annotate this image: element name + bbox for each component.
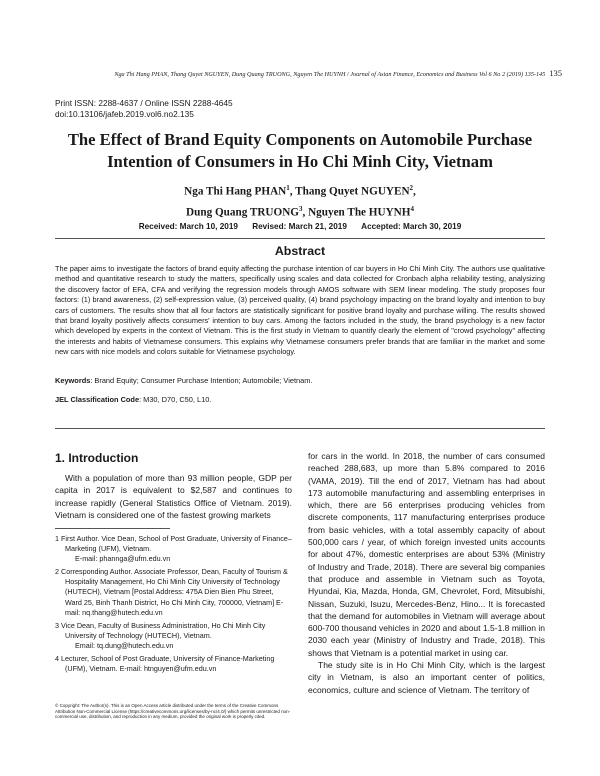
author-separator: ,	[289, 185, 296, 198]
intro-paragraph-right-2: The study site is in Ho Chi Minh City, which is the largest city in Vietnam, is also an important center of politics, economics, culture and science of Vietnam. The territory of	[308, 660, 545, 695]
author-separator: ,	[302, 206, 309, 219]
section-heading-introduction: 1. Introduction	[55, 451, 139, 465]
title-line-2: Intention of Consumers in Ho Chi Minh City, Vietnam	[107, 152, 493, 171]
author-name: Nga Thi Hang PHAN	[184, 185, 287, 198]
footnote-text: Lecturer, School of Post Graduate, University of Finance-Marketing (UFM), Vietnam. E-mail: htnguyen@ufm.edu.vn	[61, 654, 275, 674]
copyright-notice: © Copyright: The Author(s). This is an Open Access article distributed under the terms of the Creative Commons Attribution Non-Commercial License (https://creativecommons.org/licenses/by-nc/4.0/) which permits unrestricted non-commercial use, distribution, and reproduction in any medium, provided the original work is properly cited.	[55, 703, 291, 720]
author-affiliation-mark: 3	[299, 204, 303, 213]
author-name: Dung Quang TRUONG	[186, 206, 299, 219]
footnote-4	[55, 654, 292, 674]
author-name: Nguyen The HUYNH	[308, 206, 411, 219]
footnote-number: 3	[55, 620, 59, 630]
footnote-text: Corresponding Author. Associate Professor, Dean, Faculty of Tourism & Hospitality Management, Ho Chi Minh City University of Technology (HUTECH), Vietnam [Postal Address: 475A Dien Bien Phu Street, Ward 25, Binh Thanh District, Ho Chi Minh City, 700000, Vietnam] E-mail: nq.thang@hutech.edu.vn	[61, 567, 288, 617]
received-date: Received: March 10, 2019	[138, 222, 238, 231]
intro-paragraph-left: With a population of more than 93 million people, GDP per capita in 2017 is equivalent to $2,587 and continues to increase rapidly (General Statistics Office of Vietnam. 2019). Vietnam is considered one of the fastest growing markets	[55, 473, 292, 520]
footnote-1	[55, 534, 292, 564]
revised-date: Revised: March 21, 2019	[252, 222, 347, 231]
author-affiliation-mark: 4	[410, 204, 414, 213]
author-separator: ,	[413, 185, 416, 198]
footnote-text: Vice Dean, Faculty of Business Administration, Ho Chi Minh City University of Technology (HUTECH), Vietnam.	[61, 620, 266, 640]
paper-title	[40, 129, 560, 173]
footnote-3	[55, 621, 292, 651]
issn-line: Print ISSN: 2288-4637 / Online ISSN 2288-4645	[55, 98, 233, 108]
footnote-2	[55, 567, 292, 617]
author-affiliation-mark: 1	[286, 184, 290, 192]
running-header-text: Nga Thi Hang PHAN, Thang Quyet NGUYEN, Dung Quang TRUONG, Nguyen The HUYNH / Journal of Asian Finance, Economics and Business Vol 6 No 2 (2019) 135-145	[114, 71, 546, 78]
footnote-number: 1	[55, 534, 59, 543]
author-line-2	[40, 201, 560, 222]
divider-bottom	[55, 428, 545, 429]
intro-paragraph-right-1: for cars in the world. In 2018, the number of cars consumed reached 288,683, up more than 5.8% compared to 2016 (VAMA, 2019). Till the end of 2017, Vietnam has had about 173 automobile manufacturing and assembling enterprises in which, there are 56 enterprises producing vehicles from discrete components, 117 manufacturing enterprises produce from basic vehicles, with a total assembly capacity of about 500,000 cars / year, of which foreign invested units accounts for about 47%, domestic enterprises are about 53% (Ministry of Industry and Trade, 2018). There are several big companies that produce and assemble in Vietnam such as Toyota, Hyundai, Kia, Mazda, Honda, GM, Chevrolet, Ford, Mitsubishi, Nissan, Suzuki, Isuzu, Mercedes-Benz, Hino... It is forecasted that the demand for automobiles in Vietnam will average about 600-700 thousand vehicles in 2020 and about 1.5-1.8 million in 2030 each year (Ministry of Industry and Trade, 2018). This shows that Vietnam is a potential market in using car.	[308, 451, 545, 658]
keywords-label: Keywords	[55, 376, 91, 385]
keywords	[55, 376, 545, 385]
running-header	[40, 68, 562, 78]
page-number: 135	[549, 68, 562, 78]
footnote-number: 2	[55, 567, 59, 577]
footnote-number: 4	[55, 654, 59, 664]
footnote-divider	[55, 528, 170, 529]
abstract-text: The paper aims to investigate the factors of brand equity affecting the purchase intention of car buyers in Ho Chi Minh City. The authors use qualitative method and quantitative research to study the matters, specifically using scales and data collected for Cronbach alpha reliability testing, analysizing the discovery factor of EFA, CFA and verifying the regression models through AMOS software with SEM linear modeling. The study proposes four factors: (1) brand awareness, (2) self-expression value, (3) perceived quality, (4) brand psychology impacting on the brand loyalty and intention to buy cars of customers. The results show that all four factors are statistically significant for positive brand loyalty and purchase willing. The results showed that brand loyalty positively affects consumers' intention to buy cars. Among the factors included in the study, the brand psychology is a new factor which developed by experts in the context of Vietnam. This is the first study in Vietnam to quantify clearly the element of "crowd psychology" affecting the interests and habits of Vietnamese consumers. This explains why Vietnamese consumers prefer brands that are familiar in the market and some new cars with nice models and colors suitable for Vietnamese psychology.	[55, 264, 545, 357]
author-list	[40, 180, 560, 221]
keywords-value: : Brand Equity; Consumer Purchase Intention; Automobile; Vietnam.	[90, 376, 313, 385]
jel-value: : M30, D70, C50, L10.	[139, 395, 212, 404]
jel-classification	[55, 395, 545, 404]
abstract-heading: Abstract	[274, 244, 326, 258]
doi-line: doi:10.13106/jafeb.2019.vol6.no2.135	[55, 109, 194, 119]
footnote-email: Email: tq.dung@hutech.edu.vn	[75, 640, 174, 650]
footnotes	[55, 534, 292, 677]
author-line-1	[40, 180, 560, 201]
author-affiliation-mark: 2	[409, 184, 414, 192]
issn-block	[55, 98, 233, 120]
submission-dates	[40, 222, 560, 231]
title-line-1: The Effect of Brand Equity Components on Automobile Purchase	[67, 130, 533, 149]
footnote-text: First Author. Vice Dean, School of Post Graduate, University of Finance–Marketing (UFM), Vietnam.	[61, 534, 292, 554]
accepted-date: Accepted: March 30, 2019	[361, 222, 462, 231]
jel-label: JEL Classification Code	[55, 395, 140, 404]
divider-top	[55, 238, 545, 239]
footnote-email: E-mail: phannga@ufm.edu.vn	[75, 554, 171, 564]
intro-right-column	[308, 450, 545, 696]
author-name: Thang Quyet NGUYEN	[295, 185, 410, 198]
